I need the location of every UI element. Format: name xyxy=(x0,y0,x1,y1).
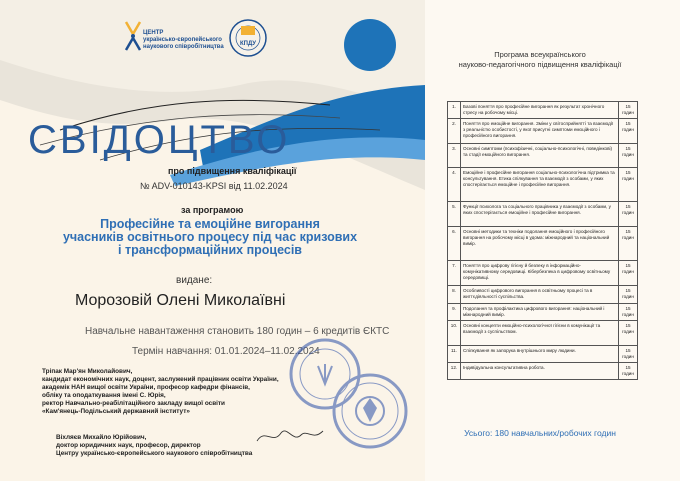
table-row xyxy=(448,202,638,227)
table-cell-hours: 15 годин xyxy=(619,227,638,261)
table-cell-hours: 15 годин xyxy=(619,102,638,119)
table-cell-hours: 15 годин xyxy=(619,119,638,144)
table-cell-topic: Функції психолога та соціального працівника у взаємодії з особами, у яких спостерігається емоційне і професійне вигорання. xyxy=(461,202,619,227)
table-row xyxy=(448,286,638,304)
table-cell-hours: 15 годин xyxy=(619,168,638,202)
table-row xyxy=(448,346,638,363)
table-cell-hours: 15 годин xyxy=(619,346,638,363)
certificate-number: № ADV-010143-KPSI від 11.02.2024 xyxy=(140,181,288,191)
table-cell-topic: Поняття про емоційне вигорання. Зміни у світосприйнятті та взаємодії з реальністю особистості, у якої присутні симптоми емоційного і професійного вигорання. xyxy=(461,119,619,144)
table-row xyxy=(448,168,638,202)
decor-circle xyxy=(344,19,396,71)
table-cell-num: 1. xyxy=(448,102,461,119)
table-cell-num: 11. xyxy=(448,346,461,363)
table-cell-num: 10. xyxy=(448,321,461,346)
table-cell-topic: Спілкування як запорука внутрішнього миру людини. xyxy=(461,346,619,363)
table-row xyxy=(448,119,638,144)
table-cell-hours: 15 годин xyxy=(619,286,638,304)
person-name: Морозовій Олені Миколаївні xyxy=(75,292,286,309)
table-cell-topic: Основні методики та техніки подолання емоційного і професійного вигорання на робочому місці в удома: міжнародний та національний вимір. xyxy=(461,227,619,261)
table-row xyxy=(448,304,638,321)
study-load: Навчальне навантаження становить 180 годин – 6 кредитів ЄКТС xyxy=(85,326,390,337)
table-cell-num: 4. xyxy=(448,168,461,202)
seal-text: КПДУ xyxy=(239,41,257,47)
programme-title: Програма всеукраїнського науково-педагогічного підвищення кваліфікації xyxy=(458,50,622,69)
table-cell-topic: Базові поняття про професійне вигорання як результат хронічного стресу на робочому місці. xyxy=(461,102,619,119)
table-row xyxy=(448,321,638,346)
table-cell-hours: 15 годин xyxy=(619,202,638,227)
table-cell-topic: Індивідуальна консультативна робота. xyxy=(461,363,619,380)
certificate-title: СВІДОЦТВО xyxy=(28,118,291,162)
table-cell-topic: Основні симптоми (психофізичні, соціально-психологічні, поведінкові) та стадії емоційного вигорання. xyxy=(461,144,619,168)
study-term: Термін навчання: 01.01.2024–11.02.2024 xyxy=(132,346,320,357)
table-row xyxy=(448,363,638,380)
table-cell-hours: 15 годин xyxy=(619,261,638,286)
center-logo-icon xyxy=(124,20,142,52)
table-cell-num: 12. xyxy=(448,363,461,380)
signatory-rector: Тріпак Мар'ян Миколайович, кандидат економічних наук, доцент, заслужений працівник освіти України, академік НАН вищої освіти України, професор кафедри фінансів, обліку та оподаткування імені С. Юрія, ректор Навчально-реабілітаційного закладу вищої освіти «Кам'янець-Подільський державний інститут» xyxy=(42,368,279,415)
table-cell-num: 7. xyxy=(448,261,461,286)
course-title: Професійне та емоційне вигорання учасників освітнього процесу під час кризових і трансформаційних процесів xyxy=(62,217,358,257)
table-cell-num: 6. xyxy=(448,227,461,261)
signatory-director: Віхляєв Михайло Юрійович, доктор юридичних наук, професор, директор Центру українсько-європейського наукового співробітництва xyxy=(56,434,253,457)
table-cell-hours: 15 годин xyxy=(619,304,638,321)
table-cell-hours: 15 годин xyxy=(619,144,638,168)
programme-total: Усього: 180 навчальних/робочих годин xyxy=(464,428,616,438)
table-cell-num: 5. xyxy=(448,202,461,227)
table-cell-topic: Поняття про цифрову гігієну й безпеку в інформаційно-комунікативному середовищі. Кібербезпека в цифровому освітньому середовищі. xyxy=(461,261,619,286)
table-cell-topic: Особливості цифрового вигорання в освітньому процесі та в життєдіяльності суспільства. xyxy=(461,286,619,304)
table-cell-num: 2. xyxy=(448,119,461,144)
table-row xyxy=(448,102,638,119)
center-name: ЦЕНТР українсько-європейського наукового співробітництва xyxy=(143,30,224,50)
table-cell-topic: Емоційне і професійне вигорання соціально-психологічна підтримка та консультування. Етика спілкування та взаємодії з особами, у яких спостерігається емоційне і професійне вигорання. xyxy=(461,168,619,202)
signature-icon xyxy=(255,423,325,448)
table-row xyxy=(448,227,638,261)
programme-table xyxy=(447,101,638,380)
table-cell-topic: Подолання та профілактика цифрового вигорання: національний і міжнародний вимір. xyxy=(461,304,619,321)
kpdu-seal-icon xyxy=(228,18,268,58)
table-cell-hours: 15 годин xyxy=(619,363,638,380)
table-cell-num: 9. xyxy=(448,304,461,321)
table-cell-topic: Основні концепти емоційно-психологічної гігієни в комунікації та взаємодії з суспільством. xyxy=(461,321,619,346)
table-cell-num: 8. xyxy=(448,286,461,304)
issued-label: видане: xyxy=(176,275,213,286)
table-cell-num: 3. xyxy=(448,144,461,168)
certificate-subtitle: про підвищення кваліфікації xyxy=(168,166,297,176)
table-row xyxy=(448,144,638,168)
table-cell-hours: 15 годин xyxy=(619,321,638,346)
table-row xyxy=(448,261,638,286)
programme-label: за програмою xyxy=(181,205,244,215)
